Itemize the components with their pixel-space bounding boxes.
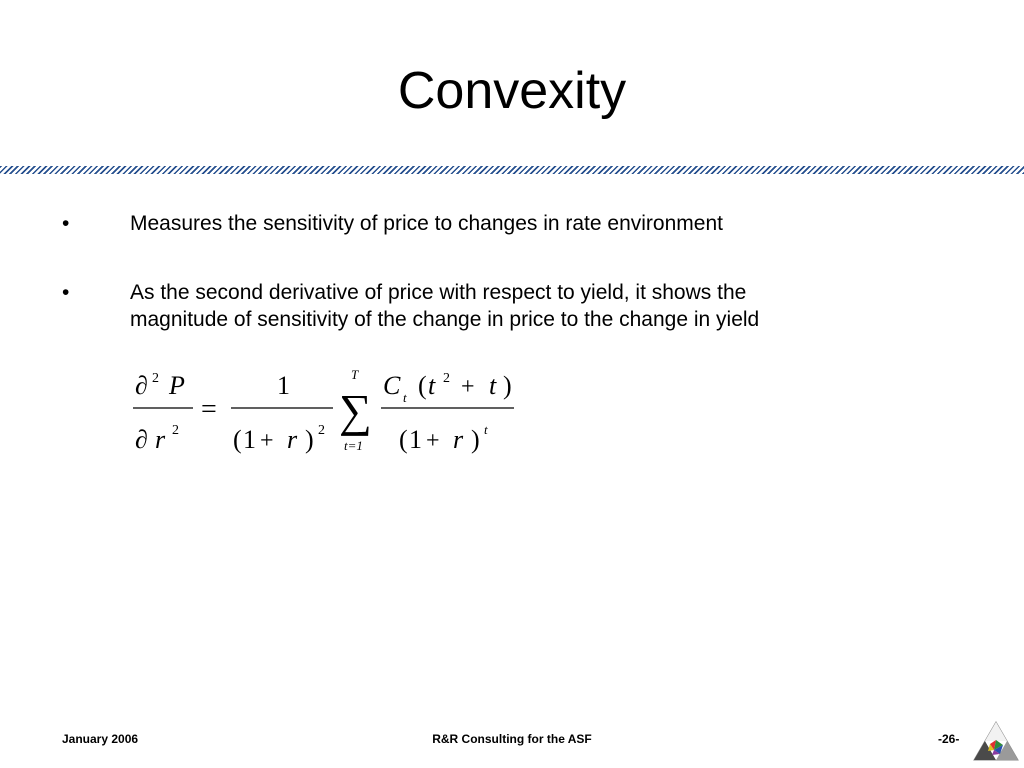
formula-subscript: t bbox=[403, 390, 407, 405]
formula-partial: ∂ bbox=[135, 425, 148, 454]
bullet-marker: • bbox=[62, 281, 70, 304]
formula-plus: + bbox=[426, 428, 440, 454]
formula-exponent: 2 bbox=[443, 371, 450, 386]
title-divider bbox=[0, 166, 1024, 174]
bullet-text bbox=[130, 279, 930, 333]
formula-time: t bbox=[489, 371, 497, 400]
formula-equals: = bbox=[201, 394, 217, 425]
formula-numerator-one: 1 bbox=[277, 371, 290, 400]
slide-title: Convexity bbox=[397, 62, 627, 120]
formula-plus: + bbox=[260, 428, 274, 454]
formula-lower-limit: t=1 bbox=[344, 438, 363, 453]
footer-date: January 2006 bbox=[62, 732, 139, 746]
formula-upper-limit: T bbox=[351, 367, 359, 382]
formula-partial: ∂ bbox=[135, 371, 148, 400]
formula-time: t bbox=[428, 371, 436, 400]
bullet-marker: • bbox=[62, 212, 70, 235]
formula-exponent: t bbox=[484, 422, 488, 437]
formula-paren: ( bbox=[399, 425, 408, 454]
formula-sigma: ∑ bbox=[339, 385, 372, 436]
bullet-line: Measures the sensitivity of price to changes in rate environment bbox=[130, 212, 723, 235]
footer-page-number: -26- bbox=[938, 732, 960, 746]
formula-paren: ) bbox=[305, 425, 314, 454]
formula-rate: r bbox=[155, 425, 166, 454]
formula-price: P bbox=[169, 371, 185, 400]
formula-one: 1 bbox=[243, 425, 256, 454]
bullet-line: As the second derivative of price with respect to yield, it shows the bbox=[130, 281, 747, 304]
formula-exponent: 2 bbox=[318, 423, 325, 438]
formula-paren: ( bbox=[233, 425, 242, 454]
formula-exponent: 2 bbox=[152, 371, 159, 386]
formula-paren: ( bbox=[418, 371, 427, 400]
bullet-text bbox=[130, 210, 930, 237]
formula-paren: ) bbox=[471, 425, 480, 454]
formula-rate: r bbox=[453, 425, 464, 454]
bullet-line: magnitude of sensitivity of the change in price to the change in yield bbox=[130, 308, 760, 331]
formula-rate: r bbox=[287, 425, 298, 454]
formula-one: 1 bbox=[409, 425, 422, 454]
formula-exponent: 2 bbox=[172, 423, 179, 438]
formula-plus: + bbox=[461, 374, 475, 400]
footer-organization: R&R Consulting for the ASF bbox=[432, 732, 592, 746]
company-logo-icon bbox=[972, 720, 1020, 764]
formula-paren: ) bbox=[503, 371, 512, 400]
convexity-formula bbox=[125, 362, 525, 462]
formula-cashflow: C bbox=[383, 371, 401, 400]
